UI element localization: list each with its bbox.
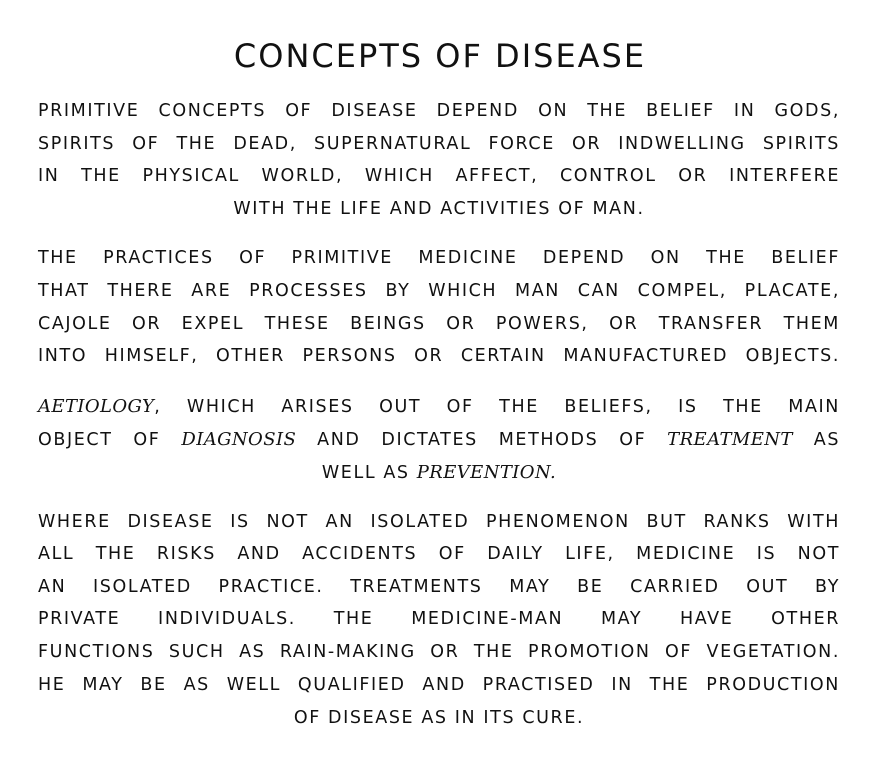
- paragraph-4-line-4: PRIVATE INDIVIDUALS. THE MEDICINE-MAN MAY HAVE OTHER: [38, 609, 840, 629]
- paragraph-4-line-6: HE MAY BE AS WELL QUALIFIED AND PRACTISED IN THE PRODUCTION: [38, 675, 840, 695]
- page-title: CONCEPTS OF DISEASE: [233, 37, 647, 75]
- paragraph-1-line-1: PRIMITIVE CONCEPTS OF DISEASE DEPEND ON THE BELIEF IN GODS,: [38, 101, 840, 121]
- paragraph-4-line-5: FUNCTIONS SUCH AS RAIN-MAKING OR THE PROMOTION OF VEGETATION.: [38, 642, 840, 662]
- paragraph-2-line-3: CAJOLE OR EXPEL THESE BEINGS OR POWERS, OR TRANSFER THEM: [38, 314, 840, 334]
- paragraph-3-line-1-text: , WHICH ARISES OUT OF THE BELIEFS, IS THE MAIN: [154, 397, 840, 417]
- diagnosis-term: DIAGNOSIS: [181, 429, 297, 450]
- paragraph-3-line-2-part-c: AS: [813, 430, 841, 450]
- paragraph-2-line-4: INTO HIMSELF, OTHER PERSONS OR CERTAIN MANUFACTURED OBJECTS.: [38, 346, 840, 366]
- paragraph-1-line-3: IN THE PHYSICAL WORLD, WHICH AFFECT, CONTROL OR INTERFERE: [38, 166, 840, 186]
- paragraph-1-line-4: WITH THE LIFE AND ACTIVITIES OF MAN.: [233, 199, 645, 219]
- paragraph-1-line-2: SPIRITS OF THE DEAD, SUPERNATURAL FORCE OR INDWELLING SPIRITS: [38, 134, 840, 154]
- paragraph-4-line-2: ALL THE RISKS AND ACCIDENTS OF DAILY LIFE, MEDICINE IS NOT: [38, 544, 840, 564]
- paragraph-4-line-3: AN ISOLATED PRACTICE. TREATMENTS MAY BE CARRIED OUT BY: [38, 577, 840, 597]
- treatment-term: TREATMENT: [667, 429, 793, 450]
- prevention-term: PREVENTION.: [416, 462, 557, 483]
- paragraph-4-line-1: WHERE DISEASE IS NOT AN ISOLATED PHENOMENON BUT RANKS WITH: [38, 512, 840, 532]
- paragraph-4-line-7: OF DISEASE AS IN ITS CURE.: [293, 708, 585, 728]
- paragraph-3-line-1: [38, 391, 840, 423]
- paragraph-3-line-2: [38, 424, 840, 456]
- paragraph-3-line-3: [38, 457, 840, 489]
- aetiology-term: AETIOLOGY: [38, 396, 155, 417]
- paragraph-3-line-2-part-b: AND DICTATES METHODS OF: [317, 430, 647, 450]
- paragraph-3-line-3-part-a: WELL AS: [321, 463, 410, 483]
- paragraph-2-line-2: THAT THERE ARE PROCESSES BY WHICH MAN CAN COMPEL, PLACATE,: [38, 281, 840, 301]
- paragraph-2-line-1: THE PRACTICES OF PRIMITIVE MEDICINE DEPEND ON THE BELIEF: [38, 248, 840, 268]
- paragraph-3-line-2-part-a: OBJECT OF: [38, 430, 161, 450]
